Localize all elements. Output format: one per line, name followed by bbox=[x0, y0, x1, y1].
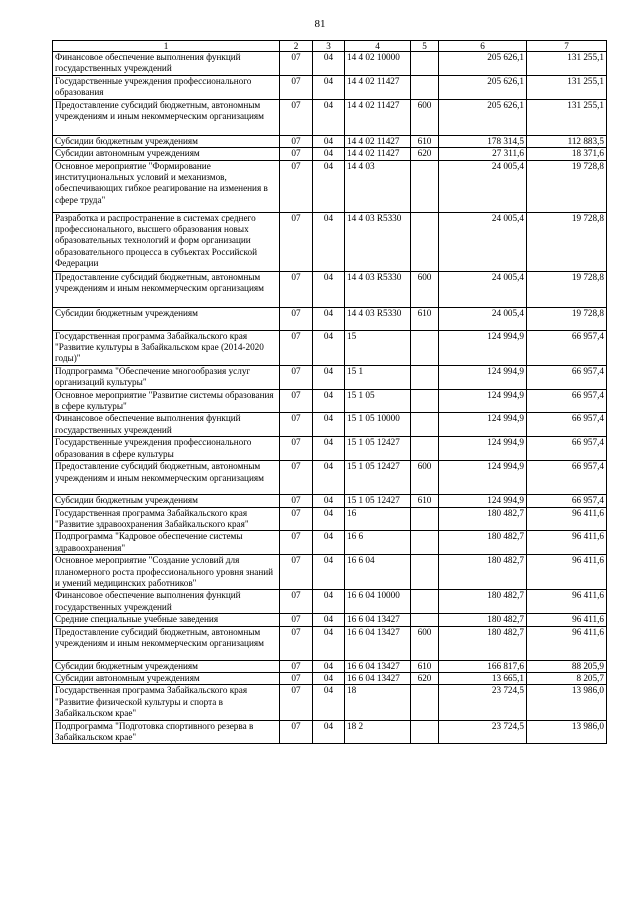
amount-plan: 124 994,9 bbox=[439, 437, 527, 461]
subsection-code: 04 bbox=[313, 531, 345, 555]
expense-type-code: 600 bbox=[411, 626, 439, 660]
target-article-code: 15 1 05 12427 bbox=[345, 461, 411, 495]
amount-actual: 96 411,6 bbox=[527, 507, 607, 531]
subsection-code: 04 bbox=[313, 626, 345, 660]
budget-item-name: Государственная программа Забайкальского края "Развитие здравоохранения Забайкальского края" bbox=[53, 507, 280, 531]
amount-plan: 124 994,9 bbox=[439, 495, 527, 507]
expense-type-code bbox=[411, 330, 439, 365]
budget-item-name: Подпрограмма "Подготовка спортивного резерва в Забайкальском крае" bbox=[53, 720, 280, 744]
target-article-code: 16 bbox=[345, 507, 411, 531]
budget-item-name: Финансовое обеспечение выполнения функций государственных учреждений bbox=[53, 413, 280, 437]
column-header: 6 bbox=[439, 41, 527, 52]
budget-item-name: Государственная программа Забайкальского края "Развитие культуры в Забайкальском крае (2014-2020 годы)" bbox=[53, 330, 280, 365]
section-code: 07 bbox=[280, 531, 313, 555]
section-code: 07 bbox=[280, 52, 313, 76]
expense-type-code bbox=[411, 614, 439, 626]
subsection-code: 04 bbox=[313, 660, 345, 672]
expense-type-code: 610 bbox=[411, 135, 439, 147]
amount-actual: 18 371,6 bbox=[527, 148, 607, 160]
section-code: 07 bbox=[280, 135, 313, 147]
target-article-code: 16 6 04 13427 bbox=[345, 626, 411, 660]
expense-type-code bbox=[411, 531, 439, 555]
amount-actual: 96 411,6 bbox=[527, 626, 607, 660]
table-row bbox=[53, 365, 607, 389]
amount-actual: 96 411,6 bbox=[527, 590, 607, 614]
subsection-code: 04 bbox=[313, 437, 345, 461]
subsection-code: 04 bbox=[313, 590, 345, 614]
subsection-code: 04 bbox=[313, 685, 345, 720]
amount-actual: 19 728,8 bbox=[527, 271, 607, 307]
expense-type-code: 610 bbox=[411, 660, 439, 672]
column-header: 5 bbox=[411, 41, 439, 52]
amount-plan: 124 994,9 bbox=[439, 389, 527, 413]
amount-plan: 124 994,9 bbox=[439, 365, 527, 389]
section-code: 07 bbox=[280, 413, 313, 437]
section-code: 07 bbox=[280, 437, 313, 461]
column-header: 1 bbox=[53, 41, 280, 52]
table-row bbox=[53, 271, 607, 307]
target-article-code: 14 4 02 11427 bbox=[345, 135, 411, 147]
target-article-code: 15 1 05 12427 bbox=[345, 495, 411, 507]
table-row bbox=[53, 660, 607, 672]
subsection-code: 04 bbox=[313, 148, 345, 160]
target-article-code: 16 6 04 10000 bbox=[345, 590, 411, 614]
subsection-code: 04 bbox=[313, 330, 345, 365]
amount-plan: 13 665,1 bbox=[439, 672, 527, 684]
column-header: 3 bbox=[313, 41, 345, 52]
expense-type-code bbox=[411, 365, 439, 389]
amount-actual: 88 205,9 bbox=[527, 660, 607, 672]
amount-plan: 180 482,7 bbox=[439, 555, 527, 590]
target-article-code: 14 4 02 11427 bbox=[345, 75, 411, 99]
expense-type-code: 620 bbox=[411, 672, 439, 684]
section-code: 07 bbox=[280, 212, 313, 271]
table-row bbox=[53, 685, 607, 720]
budget-item-name: Государственные учреждения профессионального образования в сфере культуры bbox=[53, 437, 280, 461]
amount-plan: 24 005,4 bbox=[439, 160, 527, 212]
budget-item-name: Субсидии бюджетным учреждениям bbox=[53, 135, 280, 147]
expense-type-code bbox=[411, 389, 439, 413]
amount-actual: 66 957,4 bbox=[527, 365, 607, 389]
section-code: 07 bbox=[280, 590, 313, 614]
budget-item-name: Финансовое обеспечение выполнения функций государственных учреждений bbox=[53, 52, 280, 76]
table-row bbox=[53, 672, 607, 684]
section-code: 07 bbox=[280, 307, 313, 330]
subsection-code: 04 bbox=[313, 75, 345, 99]
amount-actual: 96 411,6 bbox=[527, 555, 607, 590]
target-article-code: 14 4 03 bbox=[345, 160, 411, 212]
target-article-code: 15 bbox=[345, 330, 411, 365]
target-article-code: 16 6 04 13427 bbox=[345, 660, 411, 672]
expense-type-code bbox=[411, 212, 439, 271]
target-article-code: 16 6 04 13427 bbox=[345, 614, 411, 626]
subsection-code: 04 bbox=[313, 271, 345, 307]
subsection-code: 04 bbox=[313, 507, 345, 531]
expense-type-code bbox=[411, 507, 439, 531]
budget-item-name: Предоставление субсидий бюджетным, автономным учреждениям и иным некоммерческим организациям bbox=[53, 271, 280, 307]
budget-item-name: Предоставление субсидий бюджетным, автономным учреждениям и иным некоммерческим организациям bbox=[53, 99, 280, 135]
table-row bbox=[53, 160, 607, 212]
amount-actual: 66 957,4 bbox=[527, 495, 607, 507]
target-article-code: 16 6 04 13427 bbox=[345, 672, 411, 684]
table-row bbox=[53, 555, 607, 590]
amount-actual: 66 957,4 bbox=[527, 413, 607, 437]
subsection-code: 04 bbox=[313, 614, 345, 626]
amount-actual: 131 255,1 bbox=[527, 52, 607, 76]
amount-plan: 27 311,6 bbox=[439, 148, 527, 160]
budget-item-name: Подпрограмма "Кадровое обеспечение системы здравоохранения" bbox=[53, 531, 280, 555]
table-row bbox=[53, 413, 607, 437]
table-row bbox=[53, 495, 607, 507]
amount-plan: 124 994,9 bbox=[439, 413, 527, 437]
target-article-code: 14 4 02 10000 bbox=[345, 52, 411, 76]
amount-plan: 180 482,7 bbox=[439, 626, 527, 660]
budget-item-name: Разработка и распространение в системах среднего профессионального, высшего образования новых образовательных технологий и форм организации образовательного процесса в субъектах Российской Федерации bbox=[53, 212, 280, 271]
expense-type-code: 600 bbox=[411, 99, 439, 135]
target-article-code: 15 1 05 bbox=[345, 389, 411, 413]
table-row bbox=[53, 135, 607, 147]
amount-actual: 96 411,6 bbox=[527, 531, 607, 555]
subsection-code: 04 bbox=[313, 135, 345, 147]
subsection-code: 04 bbox=[313, 389, 345, 413]
amount-plan: 205 626,1 bbox=[439, 99, 527, 135]
table-row bbox=[53, 461, 607, 495]
section-code: 07 bbox=[280, 461, 313, 495]
section-code: 07 bbox=[280, 160, 313, 212]
target-article-code: 16 6 04 bbox=[345, 555, 411, 590]
amount-actual: 96 411,6 bbox=[527, 614, 607, 626]
budget-item-name: Государственная программа Забайкальского края "Развитие физической культуры и спорта в Забайкальском крае" bbox=[53, 685, 280, 720]
amount-actual: 131 255,1 bbox=[527, 75, 607, 99]
table-row bbox=[53, 212, 607, 271]
amount-actual: 131 255,1 bbox=[527, 99, 607, 135]
target-article-code: 14 4 02 11427 bbox=[345, 99, 411, 135]
target-article-code: 16 6 bbox=[345, 531, 411, 555]
subsection-code: 04 bbox=[313, 555, 345, 590]
section-code: 07 bbox=[280, 720, 313, 744]
target-article-code: 14 4 03 R5330 bbox=[345, 307, 411, 330]
expense-type-code bbox=[411, 720, 439, 744]
section-code: 07 bbox=[280, 271, 313, 307]
amount-actual: 13 986,0 bbox=[527, 720, 607, 744]
amount-plan: 23 724,5 bbox=[439, 685, 527, 720]
expense-type-code: 600 bbox=[411, 271, 439, 307]
budget-table bbox=[52, 40, 607, 744]
budget-item-name: Финансовое обеспечение выполнения функций государственных учреждений bbox=[53, 590, 280, 614]
section-code: 07 bbox=[280, 626, 313, 660]
section-code: 07 bbox=[280, 685, 313, 720]
section-code: 07 bbox=[280, 614, 313, 626]
table-row bbox=[53, 389, 607, 413]
amount-actual: 19 728,8 bbox=[527, 160, 607, 212]
table-row bbox=[53, 307, 607, 330]
section-code: 07 bbox=[280, 507, 313, 531]
section-code: 07 bbox=[280, 389, 313, 413]
amount-plan: 205 626,1 bbox=[439, 52, 527, 76]
section-code: 07 bbox=[280, 148, 313, 160]
expense-type-code bbox=[411, 437, 439, 461]
amount-plan: 24 005,4 bbox=[439, 307, 527, 330]
expense-type-code: 600 bbox=[411, 461, 439, 495]
subsection-code: 04 bbox=[313, 99, 345, 135]
section-code: 07 bbox=[280, 99, 313, 135]
target-article-code: 18 bbox=[345, 685, 411, 720]
column-number-row bbox=[53, 41, 607, 52]
budget-item-name: Предоставление субсидий бюджетным, автономным учреждениям и иным некоммерческим организациям bbox=[53, 626, 280, 660]
amount-plan: 180 482,7 bbox=[439, 507, 527, 531]
subsection-code: 04 bbox=[313, 160, 345, 212]
subsection-code: 04 bbox=[313, 307, 345, 330]
subsection-code: 04 bbox=[313, 720, 345, 744]
column-header: 7 bbox=[527, 41, 607, 52]
section-code: 07 bbox=[280, 495, 313, 507]
expense-type-code: 620 bbox=[411, 148, 439, 160]
section-code: 07 bbox=[280, 555, 313, 590]
amount-plan: 24 005,4 bbox=[439, 271, 527, 307]
table-row bbox=[53, 330, 607, 365]
table-row bbox=[53, 99, 607, 135]
expense-type-code: 610 bbox=[411, 495, 439, 507]
table-row bbox=[53, 507, 607, 531]
budget-item-name: Субсидии бюджетным учреждениям bbox=[53, 495, 280, 507]
target-article-code: 18 2 bbox=[345, 720, 411, 744]
expense-type-code: 610 bbox=[411, 307, 439, 330]
page-number: 81 bbox=[314, 18, 326, 30]
expense-type-code bbox=[411, 590, 439, 614]
budget-item-name: Субсидии автономным учреждениям bbox=[53, 672, 280, 684]
budget-item-name: Подпрограмма "Обеспечение многообразия услуг организаций культуры" bbox=[53, 365, 280, 389]
subsection-code: 04 bbox=[313, 672, 345, 684]
amount-actual: 66 957,4 bbox=[527, 437, 607, 461]
table-row bbox=[53, 626, 607, 660]
amount-actual: 66 957,4 bbox=[527, 461, 607, 495]
table-row bbox=[53, 614, 607, 626]
amount-plan: 180 482,7 bbox=[439, 590, 527, 614]
expense-type-code bbox=[411, 413, 439, 437]
table-row bbox=[53, 437, 607, 461]
expense-type-code bbox=[411, 555, 439, 590]
target-article-code: 15 1 bbox=[345, 365, 411, 389]
amount-plan: 205 626,1 bbox=[439, 75, 527, 99]
budget-item-name: Субсидии бюджетным учреждениям bbox=[53, 307, 280, 330]
amount-actual: 66 957,4 bbox=[527, 389, 607, 413]
subsection-code: 04 bbox=[313, 413, 345, 437]
amount-plan: 180 482,7 bbox=[439, 531, 527, 555]
budget-item-name: Основное мероприятие "Развитие системы образования в сфере культуры" bbox=[53, 389, 280, 413]
section-code: 07 bbox=[280, 365, 313, 389]
expense-type-code bbox=[411, 52, 439, 76]
section-code: 07 bbox=[280, 660, 313, 672]
column-header: 4 bbox=[345, 41, 411, 52]
table-row bbox=[53, 148, 607, 160]
table-row bbox=[53, 590, 607, 614]
expense-type-code bbox=[411, 160, 439, 212]
amount-plan: 124 994,9 bbox=[439, 461, 527, 495]
amount-actual: 8 205,7 bbox=[527, 672, 607, 684]
amount-plan: 180 482,7 bbox=[439, 614, 527, 626]
table-row bbox=[53, 720, 607, 744]
table-row bbox=[53, 531, 607, 555]
subsection-code: 04 bbox=[313, 52, 345, 76]
budget-item-name: Государственные учреждения профессионального образования bbox=[53, 75, 280, 99]
table-row bbox=[53, 52, 607, 76]
amount-plan: 166 817,6 bbox=[439, 660, 527, 672]
section-code: 07 bbox=[280, 75, 313, 99]
amount-plan: 23 724,5 bbox=[439, 720, 527, 744]
amount-plan: 124 994,9 bbox=[439, 330, 527, 365]
subsection-code: 04 bbox=[313, 495, 345, 507]
budget-item-name: Предоставление субсидий бюджетным, автономным учреждениям и иным некоммерческим организациям bbox=[53, 461, 280, 495]
table-row bbox=[53, 75, 607, 99]
target-article-code: 14 4 03 R5330 bbox=[345, 271, 411, 307]
amount-plan: 178 314,5 bbox=[439, 135, 527, 147]
expense-type-code bbox=[411, 75, 439, 99]
target-article-code: 15 1 05 12427 bbox=[345, 437, 411, 461]
amount-actual: 112 883,5 bbox=[527, 135, 607, 147]
section-code: 07 bbox=[280, 672, 313, 684]
budget-item-name: Основное мероприятие "Создание условий для планомерного роста профессионального уровня знаний и умений медицинских работников" bbox=[53, 555, 280, 590]
expense-type-code bbox=[411, 685, 439, 720]
amount-actual: 13 986,0 bbox=[527, 685, 607, 720]
amount-plan: 24 005,4 bbox=[439, 212, 527, 271]
budget-item-name: Основное мероприятие "Формирование институциональных условий и механизмов, обеспечивающих гибкое реагирование на изменения в сфере труда" bbox=[53, 160, 280, 212]
amount-actual: 19 728,8 bbox=[527, 307, 607, 330]
budget-item-name: Субсидии бюджетным учреждениям bbox=[53, 660, 280, 672]
amount-actual: 19 728,8 bbox=[527, 212, 607, 271]
amount-actual: 66 957,4 bbox=[527, 330, 607, 365]
column-header: 2 bbox=[280, 41, 313, 52]
target-article-code: 14 4 03 R5330 bbox=[345, 212, 411, 271]
target-article-code: 15 1 05 10000 bbox=[345, 413, 411, 437]
target-article-code: 14 4 02 11427 bbox=[345, 148, 411, 160]
budget-item-name: Средние специальные учебные заведения bbox=[53, 614, 280, 626]
section-code: 07 bbox=[280, 330, 313, 365]
subsection-code: 04 bbox=[313, 212, 345, 271]
subsection-code: 04 bbox=[313, 461, 345, 495]
subsection-code: 04 bbox=[313, 365, 345, 389]
budget-item-name: Субсидии автономным учреждениям bbox=[53, 148, 280, 160]
